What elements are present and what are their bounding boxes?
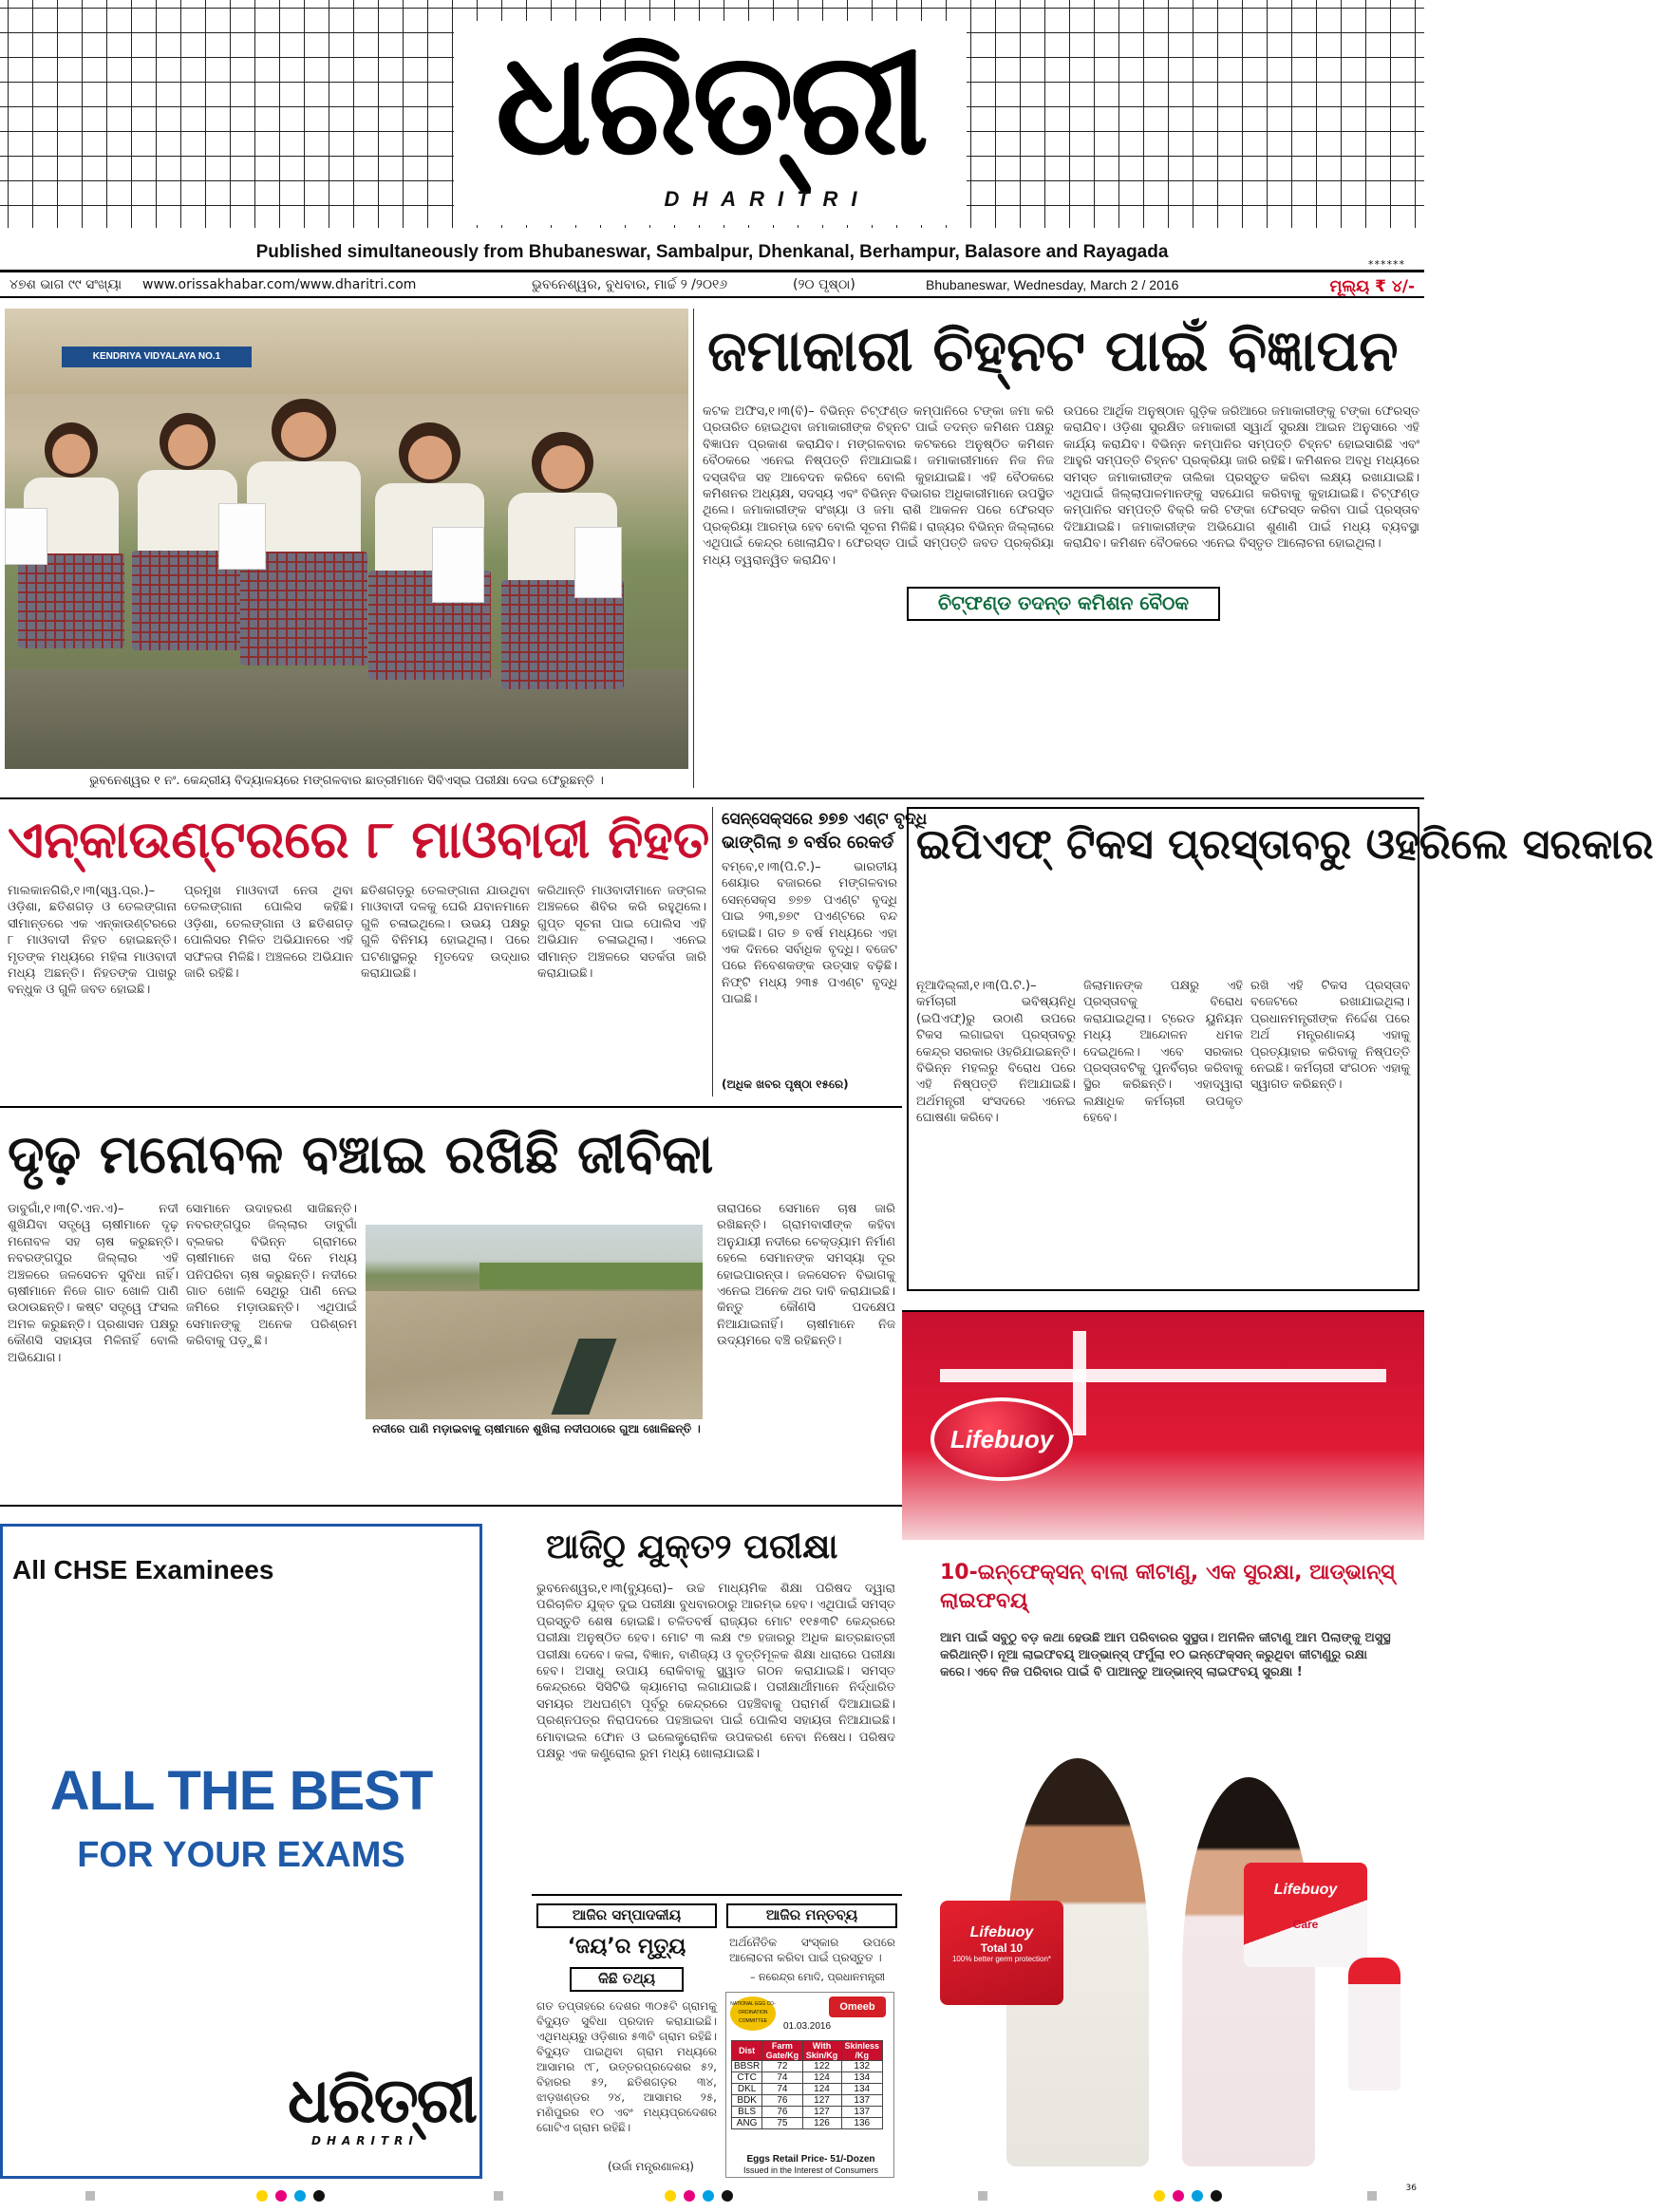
cross-shape xyxy=(940,1369,1386,1382)
print-mark xyxy=(684,2190,695,2202)
egg-cell: 137 xyxy=(841,2107,883,2118)
section-rule xyxy=(0,1505,902,1507)
egg-cell: 76 xyxy=(762,2095,802,2107)
egg-cell: 127 xyxy=(802,2107,841,2118)
story3-more[interactable]: (ଅଧିକ ଖବର ପୃଷ୍ଠା ୧୫ରେ) xyxy=(722,1078,849,1091)
story3-kicker: ସେନ୍‌ସେକ୍ସରେ ୭୭୭ ଏଣ୍ଟ ବୃଦ୍ଧି xyxy=(722,810,928,829)
section-rule xyxy=(0,1106,902,1108)
egg-header-skinless: Skinless /Kg xyxy=(841,2041,883,2061)
egg-cell: BDK xyxy=(732,2095,762,2107)
story6-headline[interactable]: ଆଜିଠୁ ଯୁକ୍ତ୨ ପରୀକ୍ଷା xyxy=(546,1528,838,1566)
egg-cell: 122 xyxy=(802,2061,841,2072)
table-row xyxy=(732,2084,883,2095)
soap2-brand: Lifebuoy xyxy=(1273,1882,1338,1898)
egg-cell: 124 xyxy=(802,2072,841,2084)
table-row xyxy=(732,2061,883,2072)
exam-ad-logo-sub: DHARITRI xyxy=(311,2134,419,2147)
published-line: Published simultaneously from Bhubaneswar, Sambalpur, Dhenkanal, Berhampur, Balasore and Rayagada xyxy=(255,242,1169,262)
story2-column-3: ଛତିଶଗଡ଼ରୁ ତେଲଙ୍ଗାନା ଯାଉଥିବା ମାଓବାଦୀ ଦଳକୁ ଘେରି ଯବାନମାନେ ଗୁଳି ଚଳାଇଥିଲେ। ଉଭୟ ପକ୍ଷରୁ ଗୁଳି ବିନିମୟ ହୋଇଥିଲା। ପରେ ଘଟଣାସ୍ଥଳରୁ ମୃତଦେହ ଉଦ୍ଧାର କରାଯାଇଛି। xyxy=(361,884,530,982)
story4-column-3: ରଖି ଏହି ଟିକସ ପ୍ରସ୍ତାବ ବଜେଟରେ ରଖାଯାଇଥିଲା। ପ୍ରଧାନମନ୍ତ୍ରୀଙ୍କ ନିର୍ଦ୍ଦେଶ ପରେ ଅର୍ଥ ମନ୍ତ୍ରଣାଳୟ ଏହାକୁ ପ୍ରତ୍ୟାହାର କରିବାକୁ ନିଷ୍ପତ୍ତି ନେଇଛି। କର୍ମଚାରୀ ସଂଗଠନ ଏହାକୁ ସ୍ୱାଗତ କରିଛନ୍ତି। xyxy=(1250,979,1410,1093)
egg-header-dist: Dist xyxy=(732,2041,762,2061)
price: ମୂଲ୍ୟ ₹ ୪/- xyxy=(1329,277,1415,296)
soap1-brand: Lifebuoy xyxy=(969,1924,1034,1940)
story1-subhead: ଚିଟ୍‌ଫଣ୍ଡ ତଦନ୍ତ କମିଶନ ବୈଠକ xyxy=(907,587,1220,621)
story1-column-2: ଉପରେ ଆର୍ଥିକ ଅନୁଷ୍ଠାନ ଗୁଡ଼ିକ ଜରିଆରେ ଜମାକାରୀଙ୍କୁ ଟଙ୍କା ଫେରସ୍ତ କରାଯିବ। ଓଡ଼ିଶା ସୁରକ୍ଷିତ ଜମାକାରୀ ସ୍ୱାର୍ଥ ସୁରକ୍ଷା ଆଇନ ଅନୁସାରେ ଏହି କାର୍ଯ୍ୟ କରାଯିବ। ବିଭିନ୍ନ କମ୍ପାନିର ସମ୍ପତ୍ତି ଚିହ୍ନଟ ହୋଇସାରିଛି ଏବଂ ଆହୁରି ସମ୍ପତ୍ତି ଚିହ୍ନଟ ପ୍ରକ୍ରିୟା ଜାରି ରହିଛି। କମିଶନର ଅବଧି ମଧ୍ୟରେ ସମସ୍ତ ଜମାକାରୀଙ୍କ ତାଲିକା ପ୍ରସ୍ତୁତ କରିବା ଲକ୍ଷ୍ୟ ରଖାଯାଇଛି। ଏଥିପାଇଁ ଜିଲ୍ଲାପାଳମାନଙ୍କୁ ସହଯୋଗ କରିବାକୁ କୁହାଯାଇଛି। ଚିଟ୍‌ଫଣ୍ଡ କମ୍ପାନିର ସମ୍ପତ୍ତି ବିକ୍ରି କରି ଟଙ୍କା ଫେରସ୍ତ କରିବା ପାଇଁ ପ୍ରସ୍ତାବ ଦିଆଯାଇଛି। ଜମାକାରୀଙ୍କ ଅଭିଯୋଗ ଶୁଣାଣି ପାଇଁ ମଧ୍ୟ ବ୍ୟବସ୍ଥା କରାଯିବ। କମିଶନ ବୈଠକରେ ଏନେଇ ବିସ୍ତୃତ ଆଲୋଚନା ହୋଇଥିଲା। xyxy=(1063,404,1419,552)
story4-column-1: ନୂଆଦିଲ୍ଲୀ,୧।୩(ପି.ଟି.)– କର୍ମଚାରୀ ଭବିଷ୍ୟନିଧି (ଇପିଏଫ୍)ରୁ ଉଠାଣି ଉପରେ ଟିକସ ଲଗାଇବା ପ୍ରସ୍ତାବରୁ କେନ୍ଦ୍ର ସରକାର ଓହରିଯାଇଛନ୍ତି। ବିଭିନ୍ନ ମହଲରୁ ବିରୋଧ ପରେ ଏହି ନିଷ୍ପତ୍ତି ନିଆଯାଇଛି। ଅର୍ଥମନ୍ତ୍ରୀ ସଂସଦରେ ଏନେଇ ଘୋଷଣା କରିବେ। xyxy=(916,979,1076,1126)
egg-header-farm: Farm Gate/Kg xyxy=(762,2041,802,2061)
egg-price-table xyxy=(725,1992,894,2178)
print-mark xyxy=(978,2191,987,2201)
print-mark xyxy=(1173,2190,1184,2202)
egg-cell: 137 xyxy=(841,2095,883,2107)
egg-date: 01.03.2016 xyxy=(783,2021,832,2032)
egg-cell: 136 xyxy=(841,2118,883,2129)
egg-cell: 134 xyxy=(841,2072,883,2084)
print-mark xyxy=(494,2191,503,2201)
print-mark xyxy=(722,2190,733,2202)
story6-body: ଭୁବନେଶ୍ୱର,୧।୩(ବ୍ୟୁରୋ)– ଉଚ୍ଚ ମାଧ୍ୟମିକ ଶିକ୍ଷା ପରିଷଦ ଦ୍ୱାରା ପରିଚାଳିତ ଯୁକ୍ତ ଦୁଇ ପରୀକ୍ଷା ବୁଧବାରଠାରୁ ଆରମ୍ଭ ହେବ। ଏଥିପାଇଁ ସମସ୍ତ ପ୍ରସ୍ତୁତି ଶେଷ ହୋଇଛି। ଚଳିତବର୍ଷ ରାଜ୍ୟର ମୋଟ ୧୧୫୩ଟି କେନ୍ଦ୍ରରେ ପରୀକ୍ଷା ଅନୁଷ୍ଠିତ ହେବ। ମୋଟ ୩ ଲକ୍ଷ ୯୭ ହଜାରରୁ ଅଧିକ ଛାତ୍ରଛାତ୍ରୀ ପରୀକ୍ଷା ଦେବେ। କଳା, ବିଜ୍ଞାନ, ବାଣିଜ୍ୟ ଓ ବୃତ୍ତିମୂଳକ ଶିକ୍ଷା ଧାରାରେ ପରୀକ୍ଷା ହେବ। ଅସାଧୁ ଉପାୟ ରୋକିବାକୁ ସ୍କ୍ୱାଡ ଗଠନ କରାଯାଇଛି। ସମସ୍ତ କେନ୍ଦ୍ରରେ ସିସିଟିଭି କ୍ୟାମେରା ଲଗାଯାଇଛି। ପରୀକ୍ଷାର୍ଥୀମାନେ ନିର୍ଦ୍ଧାରିତ ସମୟର ଅଧଘଣ୍ଟା ପୂର୍ବରୁ କେନ୍ଦ୍ରରେ ପହଞ୍ଚିବାକୁ ପରାମର୍ଶ ଦିଆଯାଇଛି। ପ୍ରଶ୍ନପତ୍ର ନିରାପଦରେ ପହଞ୍ଚାଇବା ପାଇଁ ପୋଲିସ ସହାୟତା ନିଆଯାଇଛି। ମୋବାଇଲ ଫୋନ ଓ ଇଲେକ୍ଟ୍ରୋନିକ ଉପକରଣ ନେବା ନିଷେଧ। ପରିଷଦ ପକ୍ଷରୁ ଏକ କଣ୍ଟ୍ରୋଲ ରୁମ ମଧ୍ୟ ଖୋଲାଯାଇଛି। xyxy=(536,1582,895,1762)
quote-author: – ନରେନ୍ଦ୍ର ମୋଦି, ପ୍ରଧାନମନ୍ତ୍ରୀ xyxy=(750,1971,886,1983)
print-mark xyxy=(1211,2190,1222,2202)
egg-cell: ANG xyxy=(732,2118,762,2129)
exam-ad-logo: ଧରିତ୍ରୀ xyxy=(288,2063,477,2137)
table-row xyxy=(732,2107,883,2118)
egg-cell: 127 xyxy=(802,2095,841,2107)
logo-odia: ଧରିତ୍ରୀ xyxy=(495,20,926,187)
cross-shape xyxy=(1073,1331,1086,1435)
egg-cell: 134 xyxy=(841,2084,883,2095)
brand-logo: Omeeb xyxy=(829,1996,886,2017)
table-row xyxy=(732,2072,883,2084)
facts-source: (ଉର୍ଜା ମନ୍ତ୍ରଣାଳୟ) xyxy=(608,2160,694,2173)
logo-latin: DHARITRI xyxy=(664,187,871,211)
editorial-title[interactable]: ‘ଜୟ’ର ମୃତ୍ୟୁ xyxy=(567,1935,686,1959)
egg-cell: 126 xyxy=(802,2118,841,2129)
print-mark xyxy=(665,2190,676,2202)
student-figure xyxy=(247,399,361,684)
egg-cell: 132 xyxy=(841,2061,883,2072)
print-mark xyxy=(703,2190,714,2202)
section-rule xyxy=(0,797,1424,799)
exam-wishes-ad[interactable] xyxy=(0,1524,482,2179)
story3-body: ବମ୍ବେ,୧।୩(ପି.ଟି.)– ଭାରତୀୟ ଶେୟାର ବଜାରରେ ମଙ୍ଗଳବାର ସେନ୍‌ସେକ୍ସ ୭୭୭ ପଏଣ୍ଟ ବୃଦ୍ଧି ପାଇ ୨୩,୭୭୯ ପଏଣ୍ଟରେ ବନ୍ଦ ହୋଇଛି। ଗତ ୭ ବର୍ଷ ମଧ୍ୟରେ ଏହା ଏକ ଦିନରେ ସର୍ବାଧିକ ବୃଦ୍ଧି। ବଜେଟ ପରେ ନିବେଶକଙ୍କ ଉତ୍ସାହ ବଢ଼ିଛି। ନିଫ୍‌ଟି ମଧ୍ୟ ୨୩୫ ପଏଣ୍ଟ ବୃଦ୍ଧି ପାଇଛି। xyxy=(722,860,897,1007)
story5-column-3: ତାରାପରେ ସେମାନେ ଚାଷ ଜାରି ରଖିଛନ୍ତି। ଗ୍ରାମବାସୀଙ୍କ କହିବା ଅନୁଯାୟୀ ନଦୀରେ ଚେକ୍‌ଡ୍ୟାମ ନିର୍ମାଣ ହେଲେ ସେମାନଙ୍କ ସମସ୍ୟା ଦୂର ହୋଇପାରନ୍ତା। ଜଳସେଚନ ବିଭାଗକୁ ଏନେଇ ଅନେକ ଥର ଦାବି କରାଯାଇଛି। କିନ୍ତୁ କୌଣସି ପଦକ୍ଷେପ ନିଆଯାଇନାହିଁ। ଚାଷୀମାନେ ନିଜ ଉଦ୍ୟମରେ ବଞ୍ଚି ରହିଛନ୍ତି। xyxy=(717,1202,895,1349)
story3-headline[interactable]: ଭାଙ୍ଗିଲା ୭ ବର୍ଷର ରେକର୍ଡ xyxy=(722,833,894,853)
soap1-variant: Total 10 xyxy=(980,1941,1024,1955)
story1-column-1: କଟକ ଅଫିସ,୧।୩(ବି)– ବିଭିନ୍ନ ଚିଟ୍‌ଫଣ୍ଡ କମ୍ପାନିରେ ଟଙ୍କା ଜମା କରି ପ୍ରତାରିତ ହୋଇଥିବା ଜମାକାରୀଙ୍କ ଚିହ୍ନଟ ପାଇଁ ତଦନ୍ତ କମିଶନ ପକ୍ଷରୁ ବିଜ୍ଞାପନ ପ୍ରକାଶ କରାଯିବ। ମଙ୍ଗଳବାର କଟକରେ ଅନୁଷ୍ଠିତ କମିଶନ ବୈଠକରେ ଏନେଇ ନିଷ୍ପତ୍ତି ନିଆଯାଇଛି। ଜମାକାରୀମାନେ ନିଜ ନିଜ ଦସ୍ତାବିଜ ସହ ଆବେଦନ କରିବେ ବୋଲି କୁହାଯାଇଛି। ଏହି ବୈଠକରେ କମିଶନର ଅଧ୍ୟକ୍ଷ, ସଦସ୍ୟ ଏବଂ ବିଭିନ୍ନ ବିଭାଗର ଅଧିକାରୀମାନେ ଉପସ୍ଥିତ ଥିଲେ। ଜମାକାରୀଙ୍କ ସଂଖ୍ୟା ଓ ଜମା ରାଶି ଆକଳନ ପରେ ଫେରସ୍ତ ପ୍ରକ୍ରିୟା ଆରମ୍ଭ ହେବ ବୋଲି ସୂଚନା ମିଳିଛି। ରାଜ୍ୟର ବିଭିନ୍ନ ଜିଲ୍ଲାରେ ଏଥିପାଇଁ କେନ୍ଦ୍ର ଖୋଲାଯିବ। ଫେରସ୍ତ ପାଇଁ ସମ୍ପତ୍ତି ଜବତ ପ୍ରକ୍ରିୟା ମଧ୍ୟ ତ୍ୱରାନ୍ୱିତ କରାଯିବ। xyxy=(703,404,1054,568)
egg-table xyxy=(731,2040,883,2129)
soap1-note: 100% better germ protection* xyxy=(951,1955,1052,1963)
exam-ad-title: All CHSE Examinees xyxy=(12,1555,274,1584)
soap-pack-care xyxy=(1244,1863,1367,1967)
river-photo-caption: ନଦୀରେ ପାଣି ମଡ଼ାଇବାକୁ ଚାଷୀମାନେ ଶୁଖିଲା ନଦୀପଠାରେ ଗୁଆ ଖୋଳିଛନ୍ତି । xyxy=(372,1422,701,1435)
dry-riverbed xyxy=(366,1291,703,1419)
story5-headline[interactable]: ଦୃଢ଼ ମନୋବଳ ବଞ୍ଚାଇ ରଖିଛି ଜୀବିକା xyxy=(8,1124,714,1186)
print-mark xyxy=(294,2190,306,2202)
facts-label: କିଛି ତଥ୍ୟ xyxy=(597,1970,656,1987)
exam-ad-line-1: ALL THE BEST xyxy=(49,1760,433,1822)
story5-column-1: ଡାବୁଗାଁ,୧।୩(ଟି.ଏନ.ଏ)– ନଦୀ ଶୁଖିଯିବା ସତ୍ତ୍ୱେ ଚାଷୀମାନେ ଦୃଢ଼ ମନୋବଳ ସହ ଚାଷ କରୁଛନ୍ତି। ନବରଙ୍ଗପୁର ଜିଲ୍ଲାର ଏହି ଅଞ୍ଚଳରେ ଜଳସେଚନ ସୁବିଧା ନାହିଁ। ଚାଷୀମାନେ ନିଜେ ଗାତ ଖୋଳି ପାଣି ଉଠାଉଛନ୍ତି। କଷ୍ଟ ସତ୍ତ୍ୱେ ଫସଲ ଅମଳ କରୁଛନ୍ତି। ପ୍ରଶାସନ ପକ୍ଷରୁ କୌଣସି ସହାୟତା ମିଳିନାହିଁ ବୋଲି ଅଭିଯୋଗ। xyxy=(8,1202,179,1365)
river-photo[interactable] xyxy=(366,1225,703,1419)
student-figure xyxy=(375,422,484,698)
egg-cell: 72 xyxy=(762,2061,802,2072)
story2-column-1: ମାଲକାନଗିରି,୧।୩(ସ୍ୱ.ପ୍ର.)– ଓଡ଼ିଶା, ଛତିଶଗଡ଼ ଓ ତେଲଙ୍ଗାନା ସୀମାନ୍ତରେ ଏକ ଏନ୍‌କାଉଣ୍ଟରରେ ୮ ମାଓବାଦୀ ନିହତ ହୋଇଛନ୍ତି। ମୃତଙ୍କ ମଧ୍ୟରେ ମହିଳା ମାଓବାଦୀ ମଧ୍ୟ ଅଛନ୍ତି। ନିହତଙ୍କ ପାଖରୁ ବନ୍ଧୁକ ଓ ଗୁଳି ଜବତ ହୋଇଛି। xyxy=(8,884,177,998)
egg-cell: BBSR xyxy=(732,2061,762,2072)
egg-cell: 74 xyxy=(762,2084,802,2095)
students-photo[interactable] xyxy=(5,309,688,769)
print-mark xyxy=(275,2190,287,2202)
print-mark xyxy=(85,2191,95,2201)
edition-stars: ****** xyxy=(1368,258,1405,271)
story2-headline[interactable]: ଏନ୍‌କାଉଣ୍ଟରରେ ୮ ମାଓବାଦୀ ନିହତ xyxy=(8,810,710,870)
date-odia: ଭୁବନେଶ୍ୱର, ବୁଧବାର, ମାର୍ଚ୍ଚ ୨ /୨୦୧୬ xyxy=(532,277,728,292)
students-photo-caption: ଭୁବନେଶ୍ୱର ୧ ନଂ. କେନ୍ଦ୍ରୀୟ ବିଦ୍ୟାଳୟରେ ମଙ୍ଗଳବାର ଛାତ୍ରୀମାନେ ସିବିଏସ୍‌ଇ ପରୀକ୍ଷା ଦେଇ ଫେରୁଛନ୍ତି । xyxy=(89,774,604,788)
exam-ad-line-2: FOR YOUR EXAMS xyxy=(77,1835,405,1875)
quote-body: ଅର୍ଥନୈତିକ ସଂସ୍କାର ଉପରେ ଆଲୋଚନା କରିବା ପାଇଁ ପ୍ରସ୍ତୁତ । xyxy=(729,1936,895,1964)
lifebuoy-logo: Lifebuoy xyxy=(930,1397,1073,1481)
egg-cell: 75 xyxy=(762,2118,802,2129)
table-row xyxy=(732,2095,883,2107)
print-mark xyxy=(313,2190,325,2202)
lifebuoy-ad[interactable] xyxy=(902,1310,1424,2179)
story4-headline-line[interactable]: ଇପିଏଫ୍ ଟିକସ ପ୍ରସ୍ତାବରୁ ଓହରିଲେ ସରକାର xyxy=(916,820,1654,869)
facts-body: ଗତ ତପ୍ତାହରେ ଦେଶର ୩୦୫ଟି ଗ୍ରାମକୁ ବିଦ୍ୟୁତ ସୁବିଧା ପ୍ରଦାନ କରାଯାଇଛି। ଏଥିମଧ୍ୟରୁ ଓଡ଼ିଶାର ୫୩ଟି ଗ୍ରାମ ରହିଛି। ବିଦ୍ୟୁତ ପାଇଥିବା ଗ୍ରାମ ମଧ୍ୟରେ ଆସାମର ୯୮, ଉତ୍ତରପ୍ରଦେଶର ୫୨, ବିହାରର ୫୨, ଛତିଶଗଡ଼ର ୩୪, ଝାଡ଼ଖଣ୍ଡର ୨୪, ଆସାମର ୨୫, ମଣିପୁରର ୧୦ ଏବଂ ମଧ୍ୟପ୍ରଦେଶର ଗୋଟିଏ ଗ୍ରାମ ରହିଛି। xyxy=(536,1999,717,2134)
egg-cell: 124 xyxy=(802,2084,841,2095)
egg-cell: DKL xyxy=(732,2084,762,2095)
story5-column-2-continued xyxy=(366,1443,703,1490)
egg-cell: CTC xyxy=(732,2072,762,2084)
editorial-label: ଆଜିର ସମ୍ପାଦକୀୟ xyxy=(572,1906,682,1923)
print-mark xyxy=(256,2190,268,2202)
soap-pack-total10 xyxy=(940,1901,1063,2005)
section-rule xyxy=(532,1894,902,1896)
column-rule xyxy=(712,807,713,1097)
website-link[interactable]: www.orissakhabar.com/www.dharitri.com xyxy=(142,277,417,292)
column-rule xyxy=(693,309,694,788)
egg-cell: BLS xyxy=(732,2107,762,2118)
masthead xyxy=(0,0,1424,228)
table-row xyxy=(732,2118,883,2129)
school-sign: KENDRIYA VIDYALAYA NO.1 xyxy=(62,347,252,367)
story2-column-2: ପ୍ରମୁଖ ମାଓବାଦୀ ନେତା ଥିବା ତେଲଙ୍ଗାନା ପୋଲିସ କହିଛି। ଓଡ଼ିଶା, ତେଲଙ୍ଗାନା ଓ ଛତିଶଗଡ଼ ପୋଲିସର ମିଳିତ ଅଭିଯାନରେ ଏହି ସଫଳତା ମିଳିଛି। ଅଞ୍ଚଳରେ ଅଭିଯାନ ଜାରି ରହିଛି। xyxy=(184,884,353,982)
date-english: Bhubaneswar, Wednesday, March 2 / 2016 xyxy=(926,277,1179,292)
handwash-bottle xyxy=(1348,1958,1400,2090)
info-bar xyxy=(0,270,1424,298)
page-number: 36 xyxy=(1405,2184,1417,2193)
story5-column-2: ସୋମାନେ ଉଦାହରଣ ସାଜିଛନ୍ତି। ନବରଙ୍ଗପୁର ଜିଲ୍ଲାର ଡାବୁଗାଁ ବ୍ଲକର ବିଭିନ୍ନ ଗ୍ରାମରେ ଚାଷୀମାନେ ଖରା ଦିନେ ମଧ୍ୟ ପନିପରିବା ଚାଷ କରୁଛନ୍ତି। ନଦୀରେ ଗାତ ଖୋଳି ସେଥିରୁ ପାଣି ନେଇ ଜମିରେ ମଡ଼ାଉଛନ୍ତି। ଏଥିପାଇଁ ସେମାନଙ୍କୁ ଅନେକ ପରିଶ୍ରମ କରିବାକୁ ପଡ଼ୁଛି। xyxy=(186,1202,357,1349)
egg-issued-note: Issued in the Interest of Consumers xyxy=(742,2165,879,2175)
necc-logo: NATIONAL EGG CO-ORDINATION COMMITTEE xyxy=(730,1996,776,2031)
volume-number: ୪୭ଶ ଭାଗ ୯୯ ସଂଖ୍ୟା xyxy=(9,277,122,292)
female-model xyxy=(1182,1777,1315,2166)
page-count: (୨୦ ପୃଷ୍ଠା) xyxy=(793,277,855,292)
lifebuoy-headline: 10-ଇନ୍‌ଫେକ୍ସନ୍ ବାଲା କୀଟାଣୁ, ଏକ ସୁରକ୍ଷା, ଆଡ୍‌ଭାନ୍‌ସ୍ ଲାଇଫବୟ୍ xyxy=(940,1561,1395,1613)
egg-cell: 76 xyxy=(762,2107,802,2118)
soap2-variant: Care xyxy=(1292,1918,1319,1931)
print-mark xyxy=(1192,2190,1203,2202)
egg-retail-price: Eggs Retail Price- 51/-Dozen xyxy=(746,2154,875,2165)
story4-column-2: ଜିଲାମାନଙ୍କ ପକ୍ଷରୁ ଏହି ପ୍ରସ୍ତାବକୁ ବିରୋଧ କରାଯାଇଥିଲା। ଟ୍ରେଡ ୟୁନିୟନ ମଧ୍ୟ ଆନ୍ଦୋଳନ ଧମକ ଦେଇଥିଲେ। ଏବେ ସରକାର ପ୍ରସ୍ତାବଟିକୁ ପୁନର୍ବିଚାର କରିବାକୁ ସ୍ଥିର କରିଛନ୍ତି। ଏହାଦ୍ୱାରା ଲକ୍ଷାଧିକ କର୍ମଚାରୀ ଉପକୃତ ହେବେ। xyxy=(1083,979,1243,1126)
print-mark xyxy=(1154,2190,1165,2202)
student-figure xyxy=(508,432,617,707)
egg-header-skin: With Skin/Kg xyxy=(802,2041,841,2061)
story2-column-4: କରିଥାନ୍ତି ମାଓବାଦୀମାନେ ଜଙ୍ଗଲ ଅଞ୍ଚଳରେ ଶିବିର କରି ରହୁଥିଲେ। ଗୁପ୍ତ ସୂଚନା ପାଇ ପୋଲିସ ଏହି ଅଭିଯାନ ଚଳାଇଥିଲା। ଏନେଇ ସୀମାନ୍ତ ଅଞ୍ଚଳରେ ସତର୍କତା ଜାରି କରାଯାଇଛି। xyxy=(537,884,706,982)
student-figure xyxy=(24,422,119,660)
green-field xyxy=(479,1263,703,1289)
print-mark xyxy=(1367,2191,1377,2201)
lifebuoy-body: ଆମ ପାଇଁ ସବୁଠୁ ବଡ଼ କଥା ହେଉଛି ଆମ ପରିବାରର ସୁସ୍ଥତା। ଅମଳିନ କୀଟାଣୁ ଆମ ପିଲାଙ୍କୁ ଅସୁସ୍ଥ କରିଥାନ୍ତି। ନୂଆ ଲାଇଫବୟ୍ ଆଡ୍‌ଭାନ୍‌ସ୍ ଫର୍ମୁଲା ୧୦ ଇନ୍‌ଫେକ୍ସନ୍ କରୁଥିବା କୀଟାଣୁରୁ ରକ୍ଷା କରେ। ଏବେ ନିଜ ପରିବାର ପାଇଁ ବି ପାଆନ୍ତୁ ଆଡ୍‌ଭାନ୍‌ସ୍ ଲାଇଫବୟ୍ ସୁରକ୍ଷା ! xyxy=(940,1631,1391,1679)
lifebuoy-models xyxy=(951,1720,1405,2176)
quote-label: ଆଜିର ମନ୍ତବ୍ୟ xyxy=(765,1906,858,1923)
egg-cell: 74 xyxy=(762,2072,802,2084)
masthead-logo[interactable] xyxy=(454,21,967,225)
story1-headline[interactable]: ଜମାକାରୀ ଚିହ୍ନଟ ପାଇଁ ବିଜ୍ଞାପନ xyxy=(707,318,1399,384)
